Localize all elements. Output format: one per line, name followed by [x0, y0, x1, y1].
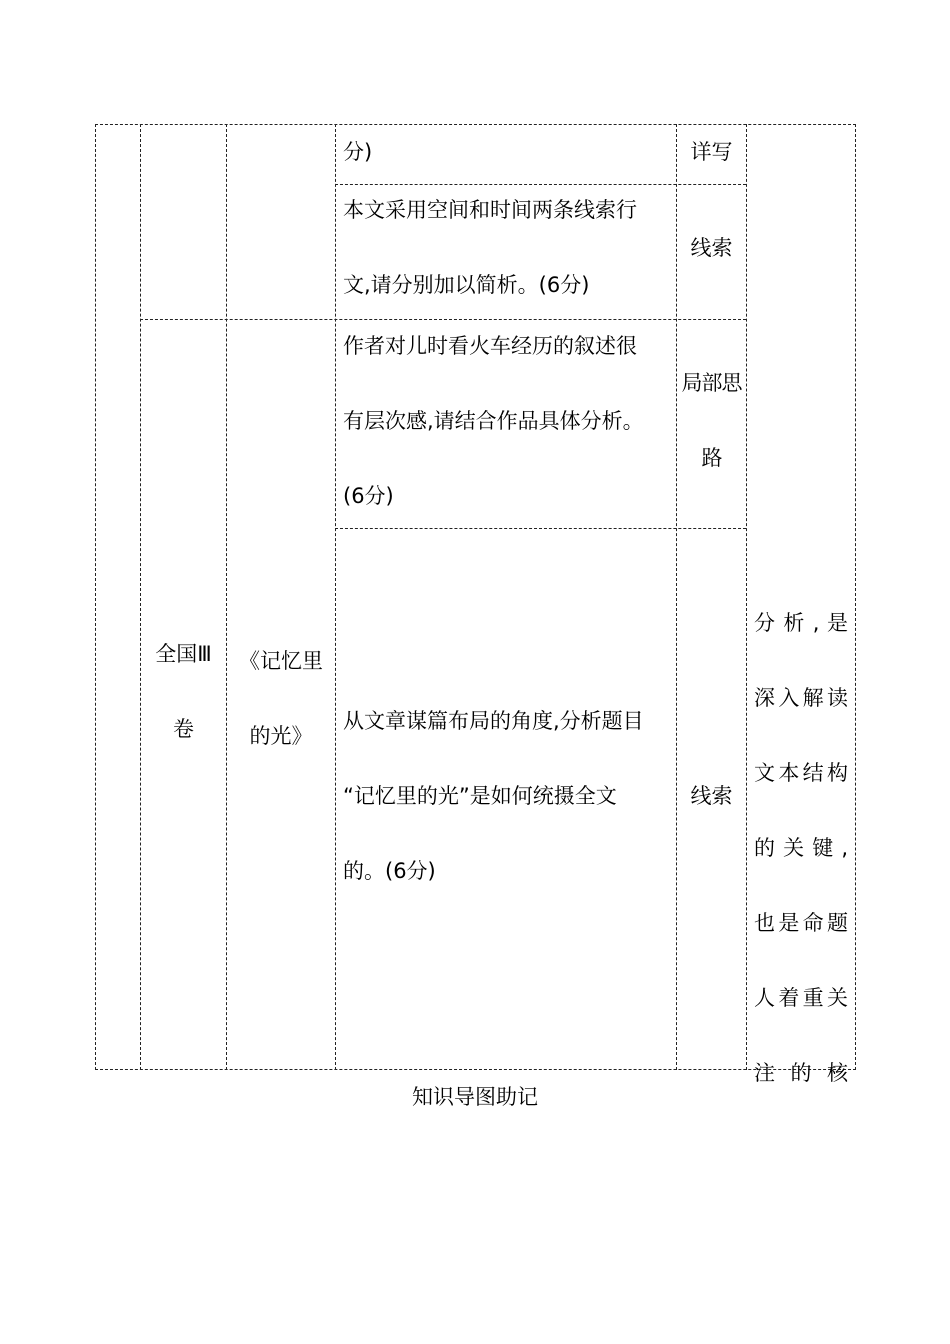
- table-border-bottom: [95, 1069, 856, 1070]
- row3-type: 局部思 路: [681, 371, 742, 470]
- row4-question: 从文章谋篇布局的角度,分析题目 “记忆里的光”是如何统摄全文 的。(6分): [343, 709, 644, 883]
- row1-type: 详写: [690, 140, 733, 164]
- row2-type: 线索: [690, 236, 733, 260]
- table-border-left: [95, 124, 96, 1070]
- analysis-line: 的 关 键 ,: [754, 836, 848, 860]
- column-line: [335, 124, 336, 1070]
- column-line: [140, 124, 141, 1070]
- table-border-right: [855, 124, 856, 1070]
- row2-question: 本文采用空间和时间两条线索行 文,请分别加以简析。(6分): [343, 198, 637, 297]
- analysis-line: 人着重关: [754, 986, 848, 1010]
- caption: 知识导图助记: [412, 1085, 538, 1109]
- row4-type: 线索: [690, 784, 733, 808]
- analysis-text: [754, 586, 848, 1111]
- column-line: [746, 124, 747, 1070]
- analysis-line: 注 的 核: [754, 1061, 848, 1085]
- row3-question: 作者对儿时看火车经历的叙述很 有层次感,请结合作品具体分析。 (6分): [343, 334, 644, 508]
- exam-name: 全国Ⅲ 卷: [155, 642, 212, 741]
- analysis-line: 文本结构: [754, 761, 848, 785]
- analysis-line: 也是命题: [754, 911, 848, 935]
- exam-analysis-table: [95, 124, 856, 1085]
- analysis-line: 分 析 , 是: [754, 611, 848, 635]
- row1-question-tail: 分): [343, 140, 373, 164]
- column-line: [226, 124, 227, 1070]
- article-title: 《记忆里 的光》: [239, 649, 323, 748]
- analysis-line: 深入解读: [754, 686, 848, 710]
